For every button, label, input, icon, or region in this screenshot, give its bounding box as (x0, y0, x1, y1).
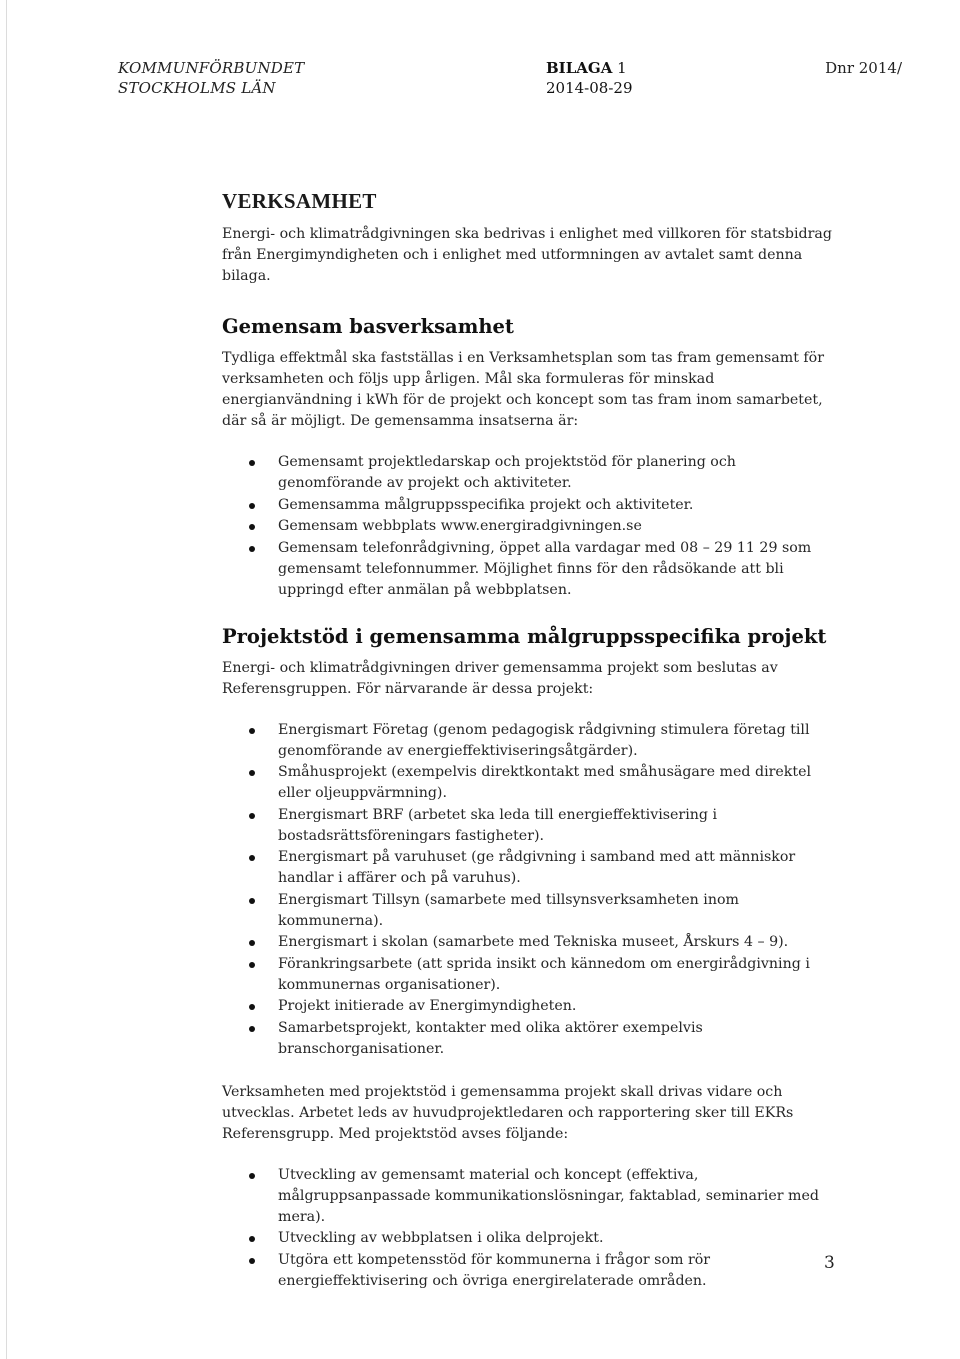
org-line-1: KOMMUNFÖRBUNDET (118, 59, 305, 77)
projekt-list (222, 720, 842, 1060)
projektstod-list (222, 1165, 842, 1292)
bullet-icon (249, 770, 255, 776)
attachment-title: BILAGA (546, 59, 613, 77)
list-item: Gemensam webbplats www.energiradgivningen.se (222, 516, 842, 537)
list-item: Energismart Företag (genom pedagogisk rådgivning stimulera företag till genomförande av energieffektiviseringsåtgärder). (222, 720, 842, 762)
bullet-icon (249, 546, 255, 552)
organization-name (118, 58, 304, 98)
basverksamhet-paragraph: Tydliga effektmål ska fastställas i en Verksamhetsplan som tas fram gemensamt för verksamheten och följs upp årligen. Mål ska formuleras för minskad energianvändning i kWh för de projekt och koncept som tas fram inom samarbetet, där så är möjligt. De gemensamma insatserna är: (222, 350, 824, 429)
bullet-icon (249, 1173, 255, 1179)
bullet-icon (249, 1004, 255, 1010)
list-item: Energismart i skolan (samarbete med Tekniska museet, Årskurs 4 – 9). (222, 932, 842, 953)
bullet-icon (249, 728, 255, 734)
bullet-icon (249, 940, 255, 946)
document-date: 2014-08-29 (546, 79, 633, 97)
bullet-icon (249, 503, 255, 509)
diary-number: Dnr 2014/ (825, 59, 902, 77)
heading-verksamhet: VERKSAMHET (222, 189, 377, 213)
bullet-icon (249, 962, 255, 968)
document-body (222, 188, 842, 1292)
list-item: Utgöra ett kompetensstöd för kommunerna i frågor som rör energieffektivisering och övriga energirelaterade områden. (222, 1250, 842, 1292)
attachment-info (546, 58, 632, 98)
projektstod-paragraph-2: Verksamheten med projektstöd i gemensamma projekt skall drivas vidare och utvecklas. Arbetet leds av huvudprojektledaren och rapportering sker till EKRs Referensgrupp. Med projektstöd avses följande: (222, 1083, 794, 1142)
list-item: Energismart BRF (arbetet ska leda till energieffektivisering i bostadsrättsföreningars fastigheter). (222, 805, 842, 847)
bullet-icon (249, 1026, 255, 1032)
org-line-2: STOCKHOLMS LÄN (118, 79, 276, 97)
list-item: Samarbetsprojekt, kontakter med olika aktörer exempelvis branschorganisationer. (222, 1018, 842, 1060)
attachment-number: 1 (617, 59, 627, 77)
list-item: Energismart på varuhuset (ge rådgivning i samband med att människor handlar i affärer och på varuhus). (222, 847, 842, 889)
bullet-icon (249, 524, 255, 530)
list-item: Energismart Tillsyn (samarbete med tillsynsverksamheten inom kommunerna). (222, 890, 842, 932)
projektstod-paragraph: Energi- och klimatrådgivningen driver gemensamma projekt som beslutas av Referensgruppen. För närvarande är dessa projekt: (222, 659, 778, 697)
list-item: Utveckling av webbplatsen i olika delprojekt. (222, 1228, 842, 1249)
list-item: Gemensamma målgruppsspecifika projekt och aktiviteter. (222, 495, 842, 516)
bullet-icon (249, 1258, 255, 1264)
bullet-icon (249, 898, 255, 904)
verksamhet-paragraph: Energi- och klimatrådgivningen ska bedrivas i enlighet med villkoren för statsbidrag från Energimyndigheten och i enlighet med utformningen av avtalet samt denna bilaga. (222, 226, 832, 284)
list-item: Projekt initierade av Energimyndigheten. (222, 996, 842, 1017)
bullet-icon (249, 1236, 255, 1242)
bullet-icon (249, 855, 255, 861)
list-item: Utveckling av gemensamt material och koncept (effektiva, målgruppsanpassade kommunikationslösningar, faktablad, seminarier med mera). (222, 1165, 842, 1228)
bullet-icon (249, 460, 255, 466)
heading-projektstod: Projektstöd i gemensamma målgruppsspecifika projekt (222, 624, 827, 648)
list-item: Småhusprojekt (exempelvis direktkontakt med småhusägare med direktel eller oljeuppvärmning). (222, 762, 842, 804)
bullet-icon (249, 813, 255, 819)
heading-basverksamhet: Gemensam basverksamhet (222, 315, 514, 338)
page-header (0, 58, 960, 98)
scan-edge-line (6, 0, 7, 1359)
list-item: Gemensamt projektledarskap och projektstöd för planering och genomförande av projekt och aktiviteter. (222, 452, 842, 494)
page-number: 3 (824, 1253, 835, 1273)
list-item: Gemensam telefonrådgivning, öppet alla vardagar med 08 – 29 11 29 som gemensamt telefonnummer. Möjlighet finns för den rådsökande att bli uppringd efter anmälan på webbplatsen. (222, 538, 842, 601)
basverksamhet-list (222, 452, 842, 601)
list-item: Förankringsarbete (att sprida insikt och kännedom om energirådgivning i kommunernas organisationer). (222, 954, 842, 996)
